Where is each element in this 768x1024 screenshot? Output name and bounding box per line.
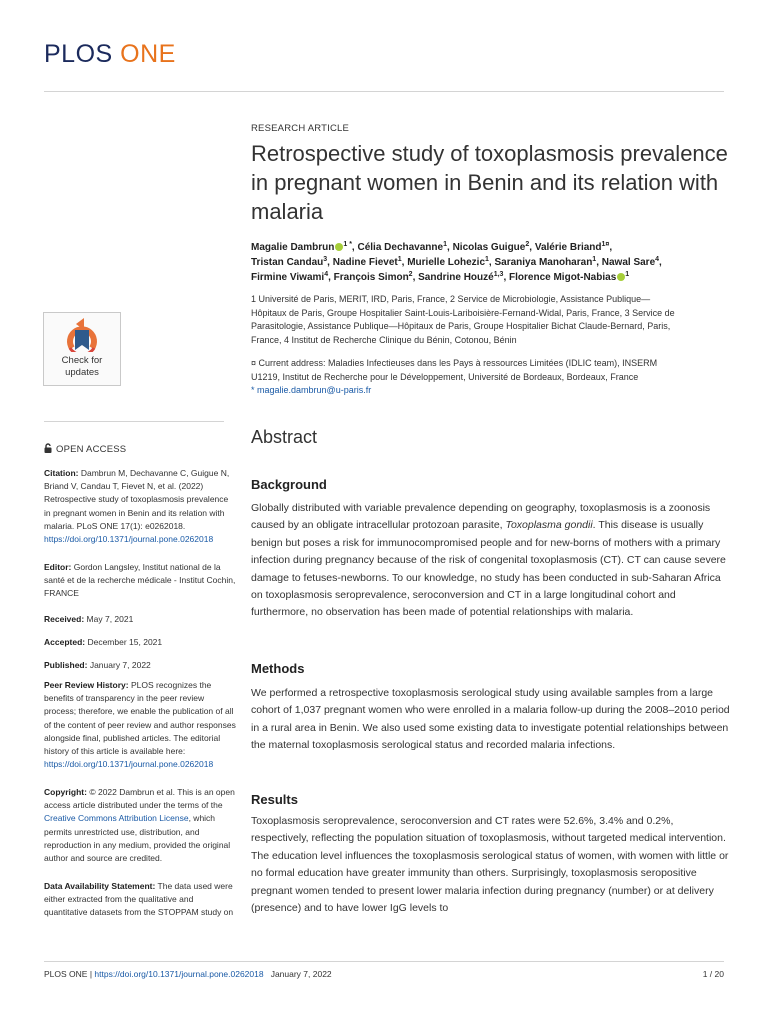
results-paragraph: Toxoplasmosis seroprevalence, seroconversion and CT rates were 52.6%, 3.4% and 0.2%, respectively, reflecting the population situation of toxoplasmosis, without targeted medical intervention. The education level influences the toxoplasmosis serological status of women, with women with little or no formal education have greater immunity than others. Surprisingly, toxoplasmosis seropositive pregnant women tended to present lower malaria infection during pregnancy (number) or at delivery (presence) and to have lower IgG levels to	[251, 815, 729, 915]
asterisk: *	[251, 385, 258, 395]
published-date	[44, 659, 236, 672]
author-affiliation-marker: 1	[485, 256, 489, 263]
affiliation-line: Hôpitaux de Paris, Groupe Hospitalier Saint-Louis-Lariboisière-Fernand-Widal, Paris, France, 3 Service de	[251, 307, 675, 318]
background-heading: Background	[251, 477, 327, 492]
footer-doi-link[interactable]: https://doi.org/10.1371/journal.pone.0262018	[94, 969, 264, 979]
check-updates-line2: updates	[65, 367, 99, 378]
check-updates-label	[44, 355, 120, 379]
citation-doi-link[interactable]: https://doi.org/10.1371/journal.pone.0262018	[44, 534, 214, 545]
check-updates-line1: Check for	[61, 355, 103, 366]
published-value: January 7, 2022	[89, 660, 151, 670]
copyright-text: © 2022 Dambrun et al. This is an open access article distributed under the terms of the	[44, 787, 235, 811]
author-line	[251, 255, 731, 270]
open-access-text: OPEN ACCESS	[56, 444, 127, 455]
copyright-label: Copyright:	[44, 787, 87, 797]
author-name[interactable]: Sandrine Houzé	[418, 272, 494, 283]
author-name[interactable]: Nawal Sare	[601, 257, 656, 268]
author-separator: ,	[351, 242, 358, 253]
author-separator: ,	[401, 257, 408, 268]
author-affiliation-marker: 4	[324, 271, 329, 278]
peer-review-link[interactable]: https://doi.org/10.1371/journal.pone.0262018	[44, 759, 214, 770]
data-availability-block	[44, 880, 236, 920]
author-name[interactable]: Valérie Briand	[534, 242, 602, 253]
author-affiliation-marker: 2	[408, 271, 413, 278]
data-availability-label: Data Availability Statement:	[44, 881, 156, 891]
peer-review-text: PLOS recognizes the benefits of transparency in the peer review process; therefore, we enable the publication of all of the content of peer review and author responses alongside final, published articles. The editorial history of this article is available here:	[44, 680, 236, 757]
article-title: Retrospective study of toxoplasmosis prevalence in pregnant women in Benin and its relation with malaria	[251, 141, 728, 224]
check-updates-icon	[58, 318, 106, 352]
page-number: 1 / 20	[702, 969, 724, 979]
current-address-line: ¤ Current address: Maladies Infectieuses dans les Pays à ressources Limitées (IDLIC team), INSERM	[251, 358, 658, 368]
author-affiliation-marker: 2	[525, 241, 530, 248]
open-lock-icon	[44, 443, 52, 453]
author-affiliation-marker: 1	[397, 256, 402, 263]
affiliations	[251, 293, 729, 347]
data-availability-text: The data used were either extracted from the qualitative and quantitative datasets from the STOPPAM study on	[44, 881, 234, 918]
author-affiliation-marker: 1	[443, 241, 447, 248]
logo-one: ONE	[120, 40, 176, 68]
received-date	[44, 613, 236, 626]
author-separator: ,	[503, 272, 510, 283]
current-address-line: U1219, Institut de Recherche pour le Développement, Université de Bordeaux, Bordeaux, France	[251, 371, 639, 382]
author-separator: ,	[596, 257, 602, 268]
affiliation-line: 1 Université de Paris, MERIT, IRD, Paris, France, 2 Service de Microbiologie, Assistance Publique—	[251, 294, 651, 304]
author-affiliation-marker: 1¤	[601, 241, 610, 248]
results-heading: Results	[251, 792, 298, 807]
author-affiliation-marker: 1	[592, 256, 597, 263]
author-name[interactable]: Saraniya Manoharan	[494, 257, 593, 268]
author-affiliation-marker: 4	[655, 256, 660, 263]
editor-text: Gordon Langsley, Institut national de la santé et de la recherche médicale - Institut Cochin, FRANCE	[44, 562, 236, 599]
page-footer	[44, 969, 332, 979]
author-affiliation-marker: 1	[625, 271, 630, 278]
accepted-date	[44, 636, 236, 649]
footer-journal: PLOS ONE |	[44, 969, 95, 979]
editor-block	[44, 561, 236, 601]
article-type: RESEARCH ARTICLE	[251, 123, 350, 134]
author-name[interactable]: Florence Migot-Nabias	[509, 272, 617, 283]
check-for-updates-badge[interactable]	[43, 312, 121, 386]
author-line	[251, 270, 731, 285]
species-name: Toxoplasma gondii	[505, 519, 593, 532]
open-access-label	[44, 443, 126, 455]
citation-text: Dambrun M, Dechavanne C, Guigue N, Briand V, Candau T, Fievet N, et al. (2022) Retrospective study of toxoplasmosis prevalence in pregnant women in Benin and its relation with malaria. PLoS ONE 17(1): e0262018.	[44, 468, 230, 531]
author-separator: ,	[488, 257, 495, 268]
published-label: Published:	[44, 660, 88, 670]
author-name[interactable]: François Simon	[333, 272, 409, 283]
copyright-block	[44, 786, 236, 865]
author-name[interactable]: Célia Dechavanne	[357, 242, 444, 253]
author-separator: ,	[447, 242, 453, 253]
author-name[interactable]: Tristan Candau	[251, 257, 324, 268]
author-line	[251, 240, 731, 255]
background-paragraph	[251, 500, 731, 622]
current-address	[251, 357, 729, 398]
header-divider	[44, 91, 724, 92]
peer-review-label: Peer Review History:	[44, 680, 129, 690]
author-list	[251, 240, 731, 285]
logo-plos: PLOS	[44, 40, 113, 68]
affiliation-line: France, 4 Institut de Recherche Clinique du Bénin, Cotonou, Bénin	[251, 334, 517, 345]
author-affiliation-marker: 3	[323, 256, 328, 263]
corresponding-email-line	[251, 384, 729, 398]
methods-heading: Methods	[251, 661, 305, 676]
background-text-cont: . This disease is usually benign but poses a risk for immunocompromised people and for new-borns of mothers with a primary infection during pregnancy because of the risk of congenital toxoplasmosis (CT). CT can cause severe damage to fetuses-newborns. To our knowledge, no study has been conducted in sub-Saharan Africa on toxoplasmosis seroprevalence, seroconversion and CT in a large longitudinal cohort and furthermore, no observation has been made of potential relationships with malaria.	[251, 519, 726, 619]
author-separator: ,	[327, 257, 333, 268]
sidebar-divider	[44, 421, 224, 422]
author-affiliation-marker: 1 *	[343, 241, 352, 248]
author-separator: ,	[328, 272, 334, 283]
corresponding-email-link[interactable]: magalie.dambrun@u-paris.fr	[257, 385, 372, 395]
author-name[interactable]: Murielle Lohezic	[407, 257, 486, 268]
methods-paragraph: We performed a retrospective toxoplasmosis serological study using available samples from a large cohort of 1,037 pregnant women who were enrolled in a malaria follow-up during the 2008–2010 period in a rural area in Benin. We also used some existing data to investigate potential relationships between the maternal toxoplasmosis serological status and recorded malaria infections.	[251, 687, 730, 752]
received-value: May 7, 2021	[86, 614, 134, 624]
footer-divider	[44, 961, 724, 962]
citation-label: Citation:	[44, 468, 79, 478]
affiliation-line: Parasitologie, Assistance Publique—Hôpitaux de Paris, Groupe Hospitalier Bichat Claude-Bernard, Paris,	[251, 321, 671, 331]
author-name[interactable]: Firmine Viwami	[251, 272, 325, 283]
accepted-label: Accepted:	[44, 637, 86, 647]
author-name[interactable]: Magalie Dambrun	[251, 242, 335, 253]
author-name[interactable]: Nicolas Guigue	[452, 242, 526, 253]
author-separator: ,	[529, 242, 535, 253]
copyright-text-cont: , which permits unrestricted use, distribution, and reproduction in any medium, provided the original author and source are credited.	[44, 813, 231, 864]
author-separator: ,	[609, 242, 613, 253]
author-separator: ,	[412, 272, 419, 283]
peer-review-block	[44, 679, 236, 771]
received-label: Received:	[44, 614, 85, 624]
author-name[interactable]: Nadine Fievet	[332, 257, 398, 268]
license-link[interactable]: Creative Commons Attribution License	[44, 813, 189, 824]
accepted-value: December 15, 2021	[87, 637, 163, 647]
footer-date: January 7, 2022	[270, 969, 332, 979]
editor-label: Editor:	[44, 562, 72, 572]
author-affiliation-marker: 1,3	[493, 271, 504, 278]
journal-logo[interactable]	[44, 40, 176, 69]
citation-block	[44, 467, 236, 546]
author-separator: ,	[659, 257, 662, 268]
background-text: Globally distributed with variable prevalence depending on geography, toxoplasmosis is a zoonosis caused by an obligate intracellular protozoan parasite,	[251, 502, 711, 532]
abstract-heading: Abstract	[251, 427, 318, 447]
